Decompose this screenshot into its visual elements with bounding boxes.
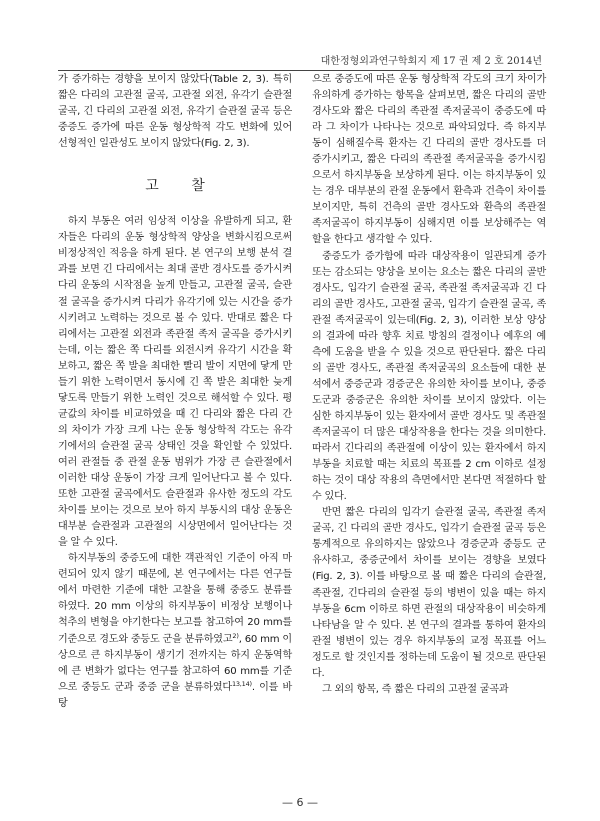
paragraph-text: 하지부동의 중증도에 대한 객관적인 기준이 아직 마련되어 있지 않기 때문에, 본 연구에서는 다른 연구들에서 마련한 기준에 대한 고찰을 통해 중증도 분류를 하였다. 20 mm 이상의 하지부동이 비정상 보행이나 척추의 변형을 야기한다는 보고를 참고하여 20 mm를 기준으로 경도와 중등도 군을 분류하였고	[58, 553, 292, 645]
right-column	[312, 72, 546, 698]
left-column	[58, 72, 292, 712]
page-number: — 6 —	[282, 796, 318, 809]
paragraph-text: , 60 mm 이상으로 큰 하지부동이 생기기 전까지는 하지 운동역학에 큰 변화가 없다는 연구를 참고하여 60 mm를 기준으로 중등도 군과 중증 군을 분류하였다	[58, 633, 292, 693]
paragraph-text: . 이를 바탕	[58, 681, 292, 709]
discussion-paragraph-4: 중증도가 증가함에 따라 대상작용이 일관되게 증가 또는 감소되는 양상을 보이는 요소는 짧은 다리의 골반 경사도, 입각기 슬관절 굴곡, 족관절 족저굴곡과 긴 다리의 골반 경사도, 고관절 굴곡, 입각기 슬관절 굴곡, 족관절 족저굴곡이 있는데(Fig. 2, 3), 이러한 보상 양상의 결과에 따라 향후 치료 방침의 결정이나 예후의 예측에 도움을 받을 수 있을 것으로 판단된다. 짧은 다리의 골반 경사도, 족관절 족저굴곡의 요소들에 대한 분석에서 중증군과 경증군은 유의한 차이를 보이나, 중증도군과 중증군은 유의한 차이를 보이지 않았다. 이는 심한 하지부동이 있는 환자에서 골반 경사도 및 족관절 족저굴곡이 더 많은 대상작용을 한다는 것을 의미한다. 따라서 긴다리의 족관절에 이상이 있는 환자에서 하지부동을 치료할 때는 치료의 목표를 2 cm 이하로 설정하는 것이 대상 작용의 측면에서만 본다면 적절하다 할 수 있다.	[312, 250, 546, 503]
section-title-discussion: 고 찰	[145, 178, 219, 195]
discussion-paragraph-2	[58, 551, 292, 711]
citation-superscript: 13,14)	[231, 679, 252, 688]
discussion-paragraph-5: 반면 짧은 다리의 입각기 슬관절 굴곡, 족관절 족저굴곡, 긴 다리의 골반 경사도, 입각기 슬관절 굴곡 등은 통계적으로 유의하지는 않았으나 경증군과 중등도 군 유사하고, 중증군에서 차이를 보이는 경향을 보였다(Fig. 2, 3). 이를 바탕으로 볼 때 짧은 다리의 슬관절, 족관절, 긴다리의 슬관절 등의 병변이 있을 때는 하지부동을 6cm 이하로 하면 관절의 대상작용이 비슷하게 나타남을 알 수 있다. 본 연구의 결과를 통하여 환자의 관절 병변이 있는 경우 하지부동의 교정 목표를 어느 정도로 할 것인지를 정하는데 도움이 될 것으로 판단된다.	[312, 507, 546, 679]
journal-header-text: 대한정형외과연구학회지 제 17 권 제 2 호 2014년	[320, 56, 542, 67]
results-continuation-paragraph: 가 증가하는 경향을 보이지 않았다(Table 2, 3). 특히 짧은 다리의 고관절 굴곡, 고관절 외전, 유각기 슬관절 굴곡, 긴 다리의 고관절 외전, 유각기 슬관절 굴곡 등은 중증도 증가에 따른 운동 형상학적 각도 변화에 있어 선형적인 일관성도 보이지 않았다(Fig. 2, 3).	[58, 74, 292, 150]
citation-superscript: 2)	[232, 631, 239, 640]
discussion-paragraph-3: 으로 중증도에 따른 운동 형상학적 각도의 크기 차이가 유의하게 증가하는 항목을 살펴보면, 짧은 다리의 골반 경사도와 짧은 다리의 족관절 족저굴곡이 중증도에 따라 그 차이가 나타나는 것으로 파악되었다. 즉 하지부동이 심해질수록 환자는 긴 다리의 골반 경사도를 더 증가시키고, 짧은 다리의 족관절 족저굴곡을 증가시킴으로서 하지부동을 보상하게 된다. 이는 하지부동이 있는 경우 대부분의 관절 운동에서 환측과 건측이 차이를 보이지만, 특히 건측의 골반 경사도와 환측의 족관절 족저굴곡이 하지부동이 심해지면 이를 보상해주는 역할을 한다고 생각할 수 있다.	[312, 74, 546, 246]
running-header	[58, 52, 542, 71]
discussion-paragraph-1: 하지 부동은 여러 임상적 이상을 유발하게 되고, 환자들은 다리의 운동 형상학적 양상을 변화시킴으로써 비정상적인 적응을 하게 된다. 본 연구의 보행 분석 결과를 보면 긴 다리에서는 최대 골반 경사도를 증가시켜 다리 운동의 시작점을 높게 만들고, 고관절 굴곡, 슬관절 굴곡을 증가시켜 다리가 유각기에 있는 시간을 증가시키려고 노력하는 것으로 볼 수 있다. 반대로 짧은 다리에서는 고관절 외전과 족관절 족저 굴곡을 증가시키는데, 이는 짧은 쪽 다리를 외전시켜 유각기 시간을 확보하고, 짧은 쪽 발을 최대한 빨리 발이 지면에 닿게 만들기 위한 노력이면서 동시에 긴 쪽 발은 최대한 늦게 닿도록 만들기 위한 노력인 것으로 해석할 수 있다. 평균값의 차이를 비교하였을 때 긴 다리와 짧은 다리 간의 차이가 가장 크게 나는 운동 형상학적 각도는 유각기에서의 슬관절 굴곡 상태인 것을 확인할 수 있었다. 여러 관절들 중 관절 운동 범위가 가장 큰 슬관절에서 이러한 대상 운동이 가장 크게 일어난다고 볼 수 있다. 또한 고관절 굴곡에서도 슬관절과 유사한 정도의 각도 차이를 보이는 것으로 보아 하지 부동시의 대상 운동은 대부분 슬관절과 고관절의 시상면에서 일어난다는 것을 알 수 있다.	[58, 216, 292, 549]
discussion-paragraph-6: 그 외의 항목, 즉 짧은 다리의 고관절 굴곡과	[322, 683, 509, 695]
